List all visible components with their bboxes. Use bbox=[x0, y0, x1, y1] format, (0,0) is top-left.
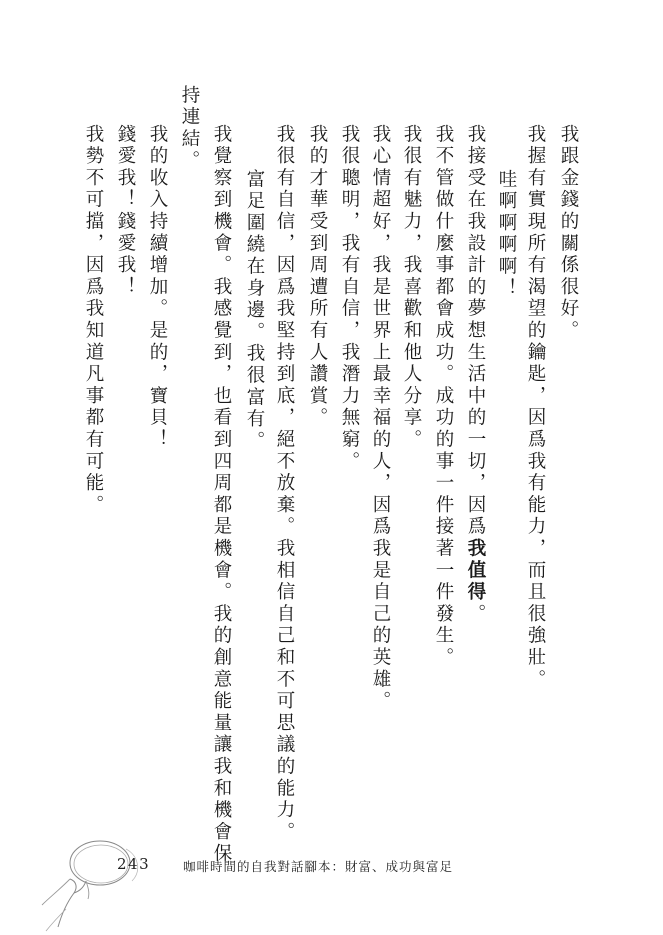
affirmation-line: 我不管做什麼事都會成功。成功的事一件接著一件發生。 bbox=[433, 124, 454, 669]
affirmation-line: 我心情超好，我是世界上最幸福的人，因爲我是自己的英雄。 bbox=[370, 124, 391, 713]
book-title: 咖啡時間的自我對話腳本：財富、成功與富足 bbox=[183, 859, 454, 874]
affirmation-line: 錢愛我！錢愛我！ bbox=[115, 124, 136, 299]
page-footer bbox=[40, 835, 460, 935]
affirmation-line: 富足圍繞在身邊。我很富有。 bbox=[244, 169, 265, 453]
affirmation-line: 哇啊啊啊啊！ bbox=[496, 169, 517, 300]
affirmation-line: 我接受在我設計的夢想生活中的一切，因爲我值得。 bbox=[465, 124, 486, 626]
affirmation-line: 持連結。 bbox=[179, 85, 200, 173]
affirmation-line: 我的收入持續增加。是的，寶貝！ bbox=[147, 124, 168, 451]
affirmation-line: 我握有實現所有渴望的鑰匙，因爲我有能力，而且很強壯。 bbox=[525, 124, 546, 691]
affirmation-line: 我很聰明，我有自信，我潛力無窮。 bbox=[339, 124, 360, 473]
emphasis-text: 我值得 bbox=[465, 538, 486, 604]
page-number: 243 bbox=[117, 855, 151, 873]
coffee-cup-hand-icon bbox=[40, 835, 180, 935]
affirmation-line: 我跟金錢的關係很好。 bbox=[558, 124, 579, 342]
affirmation-line: 我勢不可擋，因爲我知道凡事都有可能。 bbox=[83, 124, 104, 517]
affirmation-line: 我很有自信，因爲我堅持到底，絕不放棄。我相信自己和不可思議的能力。 bbox=[274, 124, 295, 844]
affirmation-line: 我的才華受到周遭所有人讚賞。 bbox=[307, 124, 328, 430]
affirmation-line: 我覺察到機會。我感覺到，也看到四周都是機會。我的創意能量讓我和機會保 bbox=[211, 124, 232, 866]
affirmation-line: 我很有魅力，我喜歡和他人分享。 bbox=[401, 124, 422, 451]
